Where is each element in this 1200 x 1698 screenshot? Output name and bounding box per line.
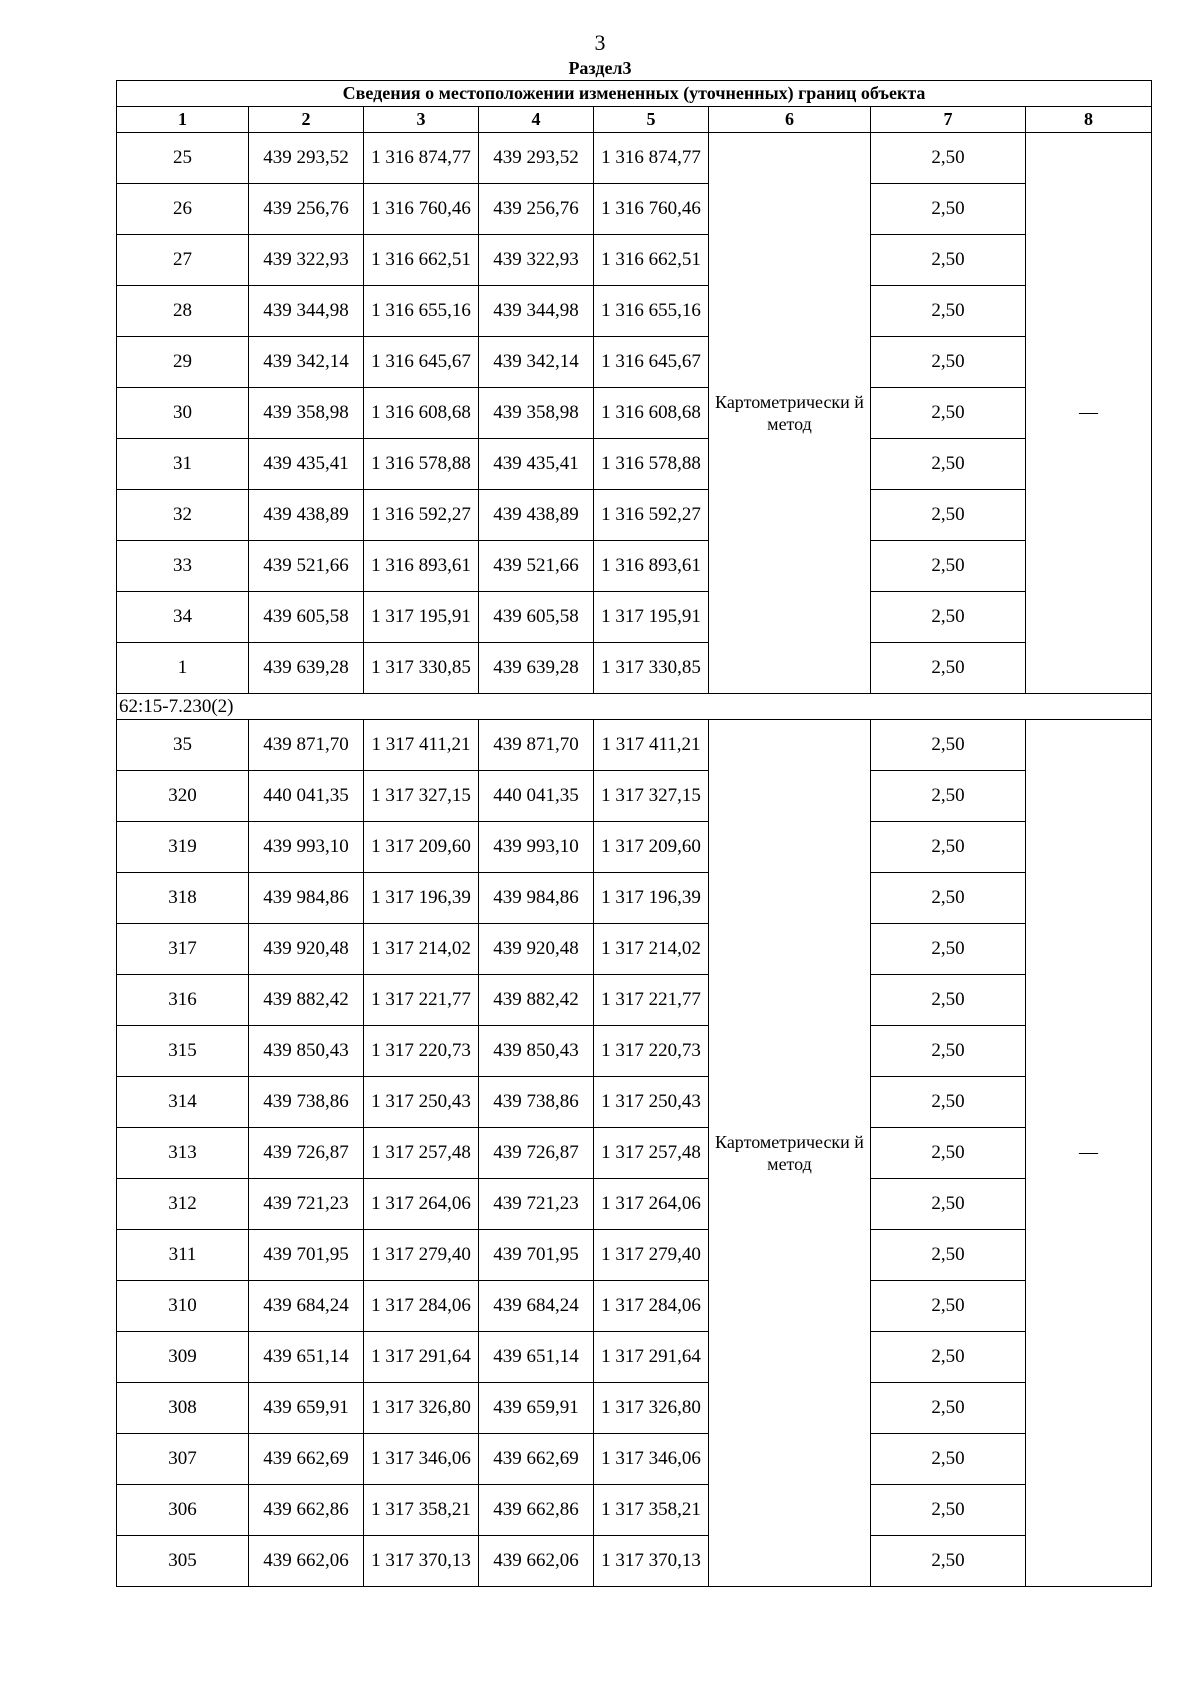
x-existing-cell: 439 605,58: [249, 592, 364, 643]
group-label: 62:15-7.230(2): [117, 694, 1152, 720]
table-row: [117, 592, 1152, 643]
y-new-cell: 1 317 196,39: [594, 873, 709, 924]
x-new-cell: 439 662,06: [479, 1536, 594, 1587]
y-new-cell: 1 317 370,13: [594, 1536, 709, 1587]
x-existing-cell: 439 920,48: [249, 924, 364, 975]
y-new-cell: 1 316 760,46: [594, 184, 709, 235]
y-existing-cell: 1 316 578,88: [364, 439, 479, 490]
point-number-cell: 25: [117, 133, 249, 184]
y-existing-cell: 1 316 592,27: [364, 490, 479, 541]
point-number-cell: 313: [117, 1128, 249, 1179]
x-new-cell: 439 521,66: [479, 541, 594, 592]
y-existing-cell: 1 316 760,46: [364, 184, 479, 235]
x-existing-cell: 439 984,86: [249, 873, 364, 924]
accuracy-cell: 2,50: [871, 235, 1026, 286]
y-new-cell: 1 317 257,48: [594, 1128, 709, 1179]
point-number-cell: 308: [117, 1383, 249, 1434]
accuracy-cell: 2,50: [871, 720, 1026, 771]
point-number-cell: 320: [117, 771, 249, 822]
x-existing-cell: 439 651,14: [249, 1332, 364, 1383]
x-existing-cell: 439 871,70: [249, 720, 364, 771]
x-existing-cell: 439 344,98: [249, 286, 364, 337]
point-number-cell: 35: [117, 720, 249, 771]
table-row: [117, 1026, 1152, 1077]
accuracy-cell: 2,50: [871, 133, 1026, 184]
accuracy-cell: 2,50: [871, 1128, 1026, 1179]
point-number-cell: 318: [117, 873, 249, 924]
table-row: [117, 1281, 1152, 1332]
table-row: [117, 771, 1152, 822]
table-row: [117, 1434, 1152, 1485]
accuracy-cell: 2,50: [871, 1332, 1026, 1383]
y-existing-cell: 1 317 370,13: [364, 1536, 479, 1587]
section-title: Раздел3: [568, 58, 632, 78]
y-new-cell: 1 316 578,88: [594, 439, 709, 490]
y-new-cell: 1 316 608,68: [594, 388, 709, 439]
x-new-cell: 439 639,28: [479, 643, 594, 694]
page-number: 3: [594, 30, 606, 55]
y-existing-cell: 1 317 279,40: [364, 1230, 479, 1281]
point-number-cell: 31: [117, 439, 249, 490]
table-row: [117, 388, 1152, 439]
x-new-cell: 439 322,93: [479, 235, 594, 286]
y-existing-cell: 1 317 326,80: [364, 1383, 479, 1434]
y-new-cell: 1 317 358,21: [594, 1485, 709, 1536]
y-existing-cell: 1 316 655,16: [364, 286, 479, 337]
accuracy-cell: 2,50: [871, 1281, 1026, 1332]
y-existing-cell: 1 317 250,43: [364, 1077, 479, 1128]
x-existing-cell: 439 662,86: [249, 1485, 364, 1536]
x-existing-cell: 439 358,98: [249, 388, 364, 439]
table-row: [117, 720, 1152, 771]
y-new-cell: 1 316 655,16: [594, 286, 709, 337]
accuracy-cell: 2,50: [871, 388, 1026, 439]
note-cell: —: [1026, 720, 1152, 1587]
y-new-cell: 1 317 195,91: [594, 592, 709, 643]
table-row: [117, 541, 1152, 592]
x-new-cell: 439 920,48: [479, 924, 594, 975]
point-number-cell: 34: [117, 592, 249, 643]
x-new-cell: 440 041,35: [479, 771, 594, 822]
y-existing-cell: 1 316 608,68: [364, 388, 479, 439]
y-new-cell: 1 317 209,60: [594, 822, 709, 873]
x-new-cell: 439 684,24: [479, 1281, 594, 1332]
table-row: [117, 975, 1152, 1026]
column-number: 4: [479, 107, 594, 133]
x-existing-cell: 439 738,86: [249, 1077, 364, 1128]
accuracy-cell: 2,50: [871, 286, 1026, 337]
x-new-cell: 439 662,86: [479, 1485, 594, 1536]
x-existing-cell: 439 438,89: [249, 490, 364, 541]
accuracy-cell: 2,50: [871, 541, 1026, 592]
point-number-cell: 26: [117, 184, 249, 235]
x-existing-cell: 439 721,23: [249, 1179, 364, 1230]
point-number-cell: 312: [117, 1179, 249, 1230]
y-new-cell: 1 317 250,43: [594, 1077, 709, 1128]
point-number-cell: 33: [117, 541, 249, 592]
x-new-cell: 439 605,58: [479, 592, 594, 643]
y-existing-cell: 1 317 264,06: [364, 1179, 479, 1230]
y-new-cell: 1 317 279,40: [594, 1230, 709, 1281]
x-new-cell: 439 726,87: [479, 1128, 594, 1179]
accuracy-cell: 2,50: [871, 1179, 1026, 1230]
table-row: [117, 1128, 1152, 1179]
y-new-cell: 1 317 326,80: [594, 1383, 709, 1434]
point-number-cell: 316: [117, 975, 249, 1026]
accuracy-cell: 2,50: [871, 1485, 1026, 1536]
point-number-cell: 319: [117, 822, 249, 873]
table-row: [117, 873, 1152, 924]
x-existing-cell: 439 684,24: [249, 1281, 364, 1332]
point-number-cell: 307: [117, 1434, 249, 1485]
accuracy-cell: 2,50: [871, 771, 1026, 822]
table-row: [117, 286, 1152, 337]
table-body: [117, 133, 1152, 1587]
accuracy-cell: 2,50: [871, 1383, 1026, 1434]
point-number-cell: 27: [117, 235, 249, 286]
point-number-cell: 317: [117, 924, 249, 975]
accuracy-cell: 2,50: [871, 1077, 1026, 1128]
group-label-row: [117, 694, 1152, 720]
table-row: [117, 133, 1152, 184]
y-existing-cell: 1 316 874,77: [364, 133, 479, 184]
table-row: [117, 1536, 1152, 1587]
accuracy-cell: 2,50: [871, 975, 1026, 1026]
x-existing-cell: 439 256,76: [249, 184, 364, 235]
column-number: 8: [1026, 107, 1152, 133]
y-new-cell: 1 317 264,06: [594, 1179, 709, 1230]
x-new-cell: 439 662,69: [479, 1434, 594, 1485]
table-row: [117, 924, 1152, 975]
accuracy-cell: 2,50: [871, 924, 1026, 975]
column-number: 7: [871, 107, 1026, 133]
point-number-cell: 315: [117, 1026, 249, 1077]
x-new-cell: 439 256,76: [479, 184, 594, 235]
table-row: [117, 439, 1152, 490]
x-existing-cell: 439 342,14: [249, 337, 364, 388]
table-row: [117, 643, 1152, 694]
table-row: [117, 1179, 1152, 1230]
point-number-cell: 314: [117, 1077, 249, 1128]
x-existing-cell: 439 322,93: [249, 235, 364, 286]
x-existing-cell: 439 701,95: [249, 1230, 364, 1281]
y-new-cell: 1 316 592,27: [594, 490, 709, 541]
method-cell: Картометрически й метод: [709, 720, 871, 1587]
table-row: [117, 1332, 1152, 1383]
y-new-cell: 1 317 284,06: [594, 1281, 709, 1332]
column-number: 3: [364, 107, 479, 133]
y-new-cell: 1 317 346,06: [594, 1434, 709, 1485]
y-existing-cell: 1 317 220,73: [364, 1026, 479, 1077]
y-new-cell: 1 317 214,02: [594, 924, 709, 975]
point-number-cell: 32: [117, 490, 249, 541]
x-existing-cell: 439 521,66: [249, 541, 364, 592]
x-new-cell: 439 342,14: [479, 337, 594, 388]
column-number: 1: [117, 107, 249, 133]
table-row: [117, 490, 1152, 541]
point-number-cell: 30: [117, 388, 249, 439]
y-existing-cell: 1 317 196,39: [364, 873, 479, 924]
x-existing-cell: 439 293,52: [249, 133, 364, 184]
x-new-cell: 439 701,95: [479, 1230, 594, 1281]
point-number-cell: 305: [117, 1536, 249, 1587]
accuracy-cell: 2,50: [871, 1230, 1026, 1281]
point-number-cell: 29: [117, 337, 249, 388]
x-new-cell: 439 738,86: [479, 1077, 594, 1128]
point-number-cell: 1: [117, 643, 249, 694]
x-existing-cell: 439 993,10: [249, 822, 364, 873]
point-number-cell: 309: [117, 1332, 249, 1383]
accuracy-cell: 2,50: [871, 822, 1026, 873]
y-existing-cell: 1 317 330,85: [364, 643, 479, 694]
y-existing-cell: 1 316 645,67: [364, 337, 479, 388]
table-caption: Сведения о местоположении измененных (уточненных) границ объекта: [117, 81, 1152, 107]
accuracy-cell: 2,50: [871, 184, 1026, 235]
y-existing-cell: 1 317 291,64: [364, 1332, 479, 1383]
x-existing-cell: 439 659,91: [249, 1383, 364, 1434]
y-new-cell: 1 317 327,15: [594, 771, 709, 822]
table-row: [117, 1230, 1152, 1281]
table-row: [117, 822, 1152, 873]
column-number: 2: [249, 107, 364, 133]
x-existing-cell: 439 639,28: [249, 643, 364, 694]
y-existing-cell: 1 317 221,77: [364, 975, 479, 1026]
y-existing-cell: 1 317 195,91: [364, 592, 479, 643]
boundary-coordinates-table: [116, 80, 1152, 1587]
table-row: [117, 337, 1152, 388]
y-existing-cell: 1 317 346,06: [364, 1434, 479, 1485]
y-existing-cell: 1 317 209,60: [364, 822, 479, 873]
y-new-cell: 1 317 220,73: [594, 1026, 709, 1077]
accuracy-cell: 2,50: [871, 439, 1026, 490]
x-new-cell: 439 721,23: [479, 1179, 594, 1230]
y-existing-cell: 1 317 358,21: [364, 1485, 479, 1536]
accuracy-cell: 2,50: [871, 643, 1026, 694]
y-existing-cell: 1 317 284,06: [364, 1281, 479, 1332]
column-number: 5: [594, 107, 709, 133]
y-existing-cell: 1 317 214,02: [364, 924, 479, 975]
accuracy-cell: 2,50: [871, 873, 1026, 924]
table-row: [117, 1383, 1152, 1434]
x-existing-cell: 439 662,69: [249, 1434, 364, 1485]
point-number-cell: 28: [117, 286, 249, 337]
x-new-cell: 439 435,41: [479, 439, 594, 490]
y-existing-cell: 1 316 662,51: [364, 235, 479, 286]
x-new-cell: 439 651,14: [479, 1332, 594, 1383]
y-existing-cell: 1 317 257,48: [364, 1128, 479, 1179]
y-new-cell: 1 317 330,85: [594, 643, 709, 694]
accuracy-cell: 2,50: [871, 592, 1026, 643]
x-new-cell: 439 293,52: [479, 133, 594, 184]
x-new-cell: 439 882,42: [479, 975, 594, 1026]
table-row: [117, 184, 1152, 235]
x-new-cell: 439 993,10: [479, 822, 594, 873]
column-number-row: [117, 107, 1152, 133]
x-new-cell: 439 871,70: [479, 720, 594, 771]
method-cell: Картометрически й метод: [709, 133, 871, 694]
accuracy-cell: 2,50: [871, 337, 1026, 388]
y-existing-cell: 1 316 893,61: [364, 541, 479, 592]
x-existing-cell: 440 041,35: [249, 771, 364, 822]
table-row: [117, 1077, 1152, 1128]
column-number: 6: [709, 107, 871, 133]
point-number-cell: 311: [117, 1230, 249, 1281]
y-new-cell: 1 316 893,61: [594, 541, 709, 592]
y-new-cell: 1 317 291,64: [594, 1332, 709, 1383]
x-new-cell: 439 659,91: [479, 1383, 594, 1434]
table-row: [117, 235, 1152, 286]
point-number-cell: 310: [117, 1281, 249, 1332]
y-new-cell: 1 317 221,77: [594, 975, 709, 1026]
y-new-cell: 1 316 874,77: [594, 133, 709, 184]
y-existing-cell: 1 317 411,21: [364, 720, 479, 771]
x-existing-cell: 439 435,41: [249, 439, 364, 490]
x-new-cell: 439 984,86: [479, 873, 594, 924]
table-row: [117, 1485, 1152, 1536]
accuracy-cell: 2,50: [871, 490, 1026, 541]
accuracy-cell: 2,50: [871, 1026, 1026, 1077]
y-new-cell: 1 317 411,21: [594, 720, 709, 771]
y-existing-cell: 1 317 327,15: [364, 771, 479, 822]
x-existing-cell: 439 882,42: [249, 975, 364, 1026]
x-new-cell: 439 358,98: [479, 388, 594, 439]
x-existing-cell: 439 662,06: [249, 1536, 364, 1587]
x-existing-cell: 439 850,43: [249, 1026, 364, 1077]
x-new-cell: 439 344,98: [479, 286, 594, 337]
point-number-cell: 306: [117, 1485, 249, 1536]
note-cell: —: [1026, 133, 1152, 694]
x-new-cell: 439 438,89: [479, 490, 594, 541]
x-existing-cell: 439 726,87: [249, 1128, 364, 1179]
accuracy-cell: 2,50: [871, 1536, 1026, 1587]
y-new-cell: 1 316 662,51: [594, 235, 709, 286]
y-new-cell: 1 316 645,67: [594, 337, 709, 388]
x-new-cell: 439 850,43: [479, 1026, 594, 1077]
accuracy-cell: 2,50: [871, 1434, 1026, 1485]
